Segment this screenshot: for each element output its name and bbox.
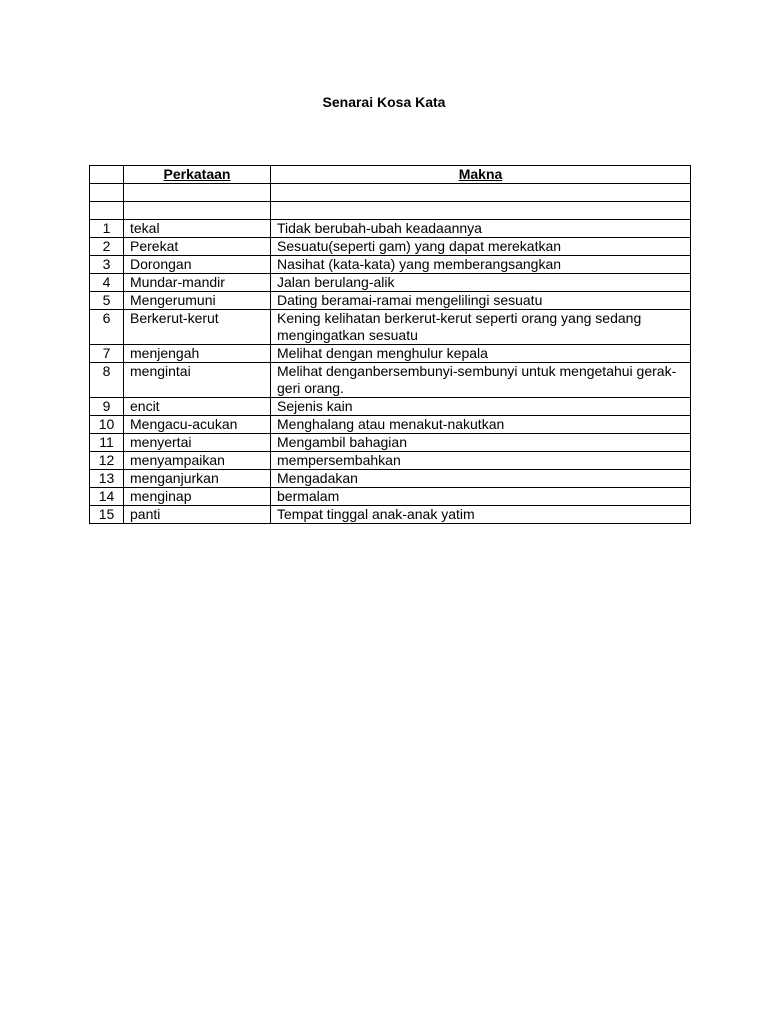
blank-cell [271, 184, 691, 202]
row-number: 15 [90, 506, 124, 524]
blank-row [90, 202, 691, 220]
row-word: menginap [124, 488, 271, 506]
row-meaning: Sejenis kain [271, 398, 691, 416]
row-word: Mengerumuni [124, 292, 271, 310]
row-meaning: Mengadakan [271, 470, 691, 488]
table-row [90, 363, 691, 398]
row-number: 1 [90, 220, 124, 238]
row-word: menganjurkan [124, 470, 271, 488]
blank-cell [90, 184, 124, 202]
blank-cell [271, 202, 691, 220]
row-word: menjengah [124, 345, 271, 363]
blank-cell [90, 202, 124, 220]
row-word: Dorongan [124, 256, 271, 274]
header-number [90, 166, 124, 184]
table-row [90, 256, 691, 274]
row-word: Mundar-mandir [124, 274, 271, 292]
table-row [90, 470, 691, 488]
row-word: panti [124, 506, 271, 524]
table-row [90, 238, 691, 256]
row-meaning: bermalam [271, 488, 691, 506]
row-meaning: Melihat denganbersembunyi-sembunyi untuk mengetahui gerak-geri orang. [271, 363, 691, 398]
row-meaning: Dating beramai-ramai mengelilingi sesuatu [271, 292, 691, 310]
row-number: 6 [90, 310, 124, 345]
table-row [90, 398, 691, 416]
table-header-row [90, 166, 691, 184]
row-meaning: Tempat tinggal anak-anak yatim [271, 506, 691, 524]
row-number: 3 [90, 256, 124, 274]
row-word: tekal [124, 220, 271, 238]
blank-row [90, 184, 691, 202]
row-number: 9 [90, 398, 124, 416]
row-number: 10 [90, 416, 124, 434]
row-meaning: Kening kelihatan berkerut-kerut seperti orang yang sedang mengingatkan sesuatu [271, 310, 691, 345]
row-meaning: Sesuatu(seperti gam) yang dapat merekatkan [271, 238, 691, 256]
row-meaning: Nasihat (kata-kata) yang memberangsangkan [271, 256, 691, 274]
table-row [90, 416, 691, 434]
row-number: 13 [90, 470, 124, 488]
row-number: 11 [90, 434, 124, 452]
row-meaning: Jalan berulang-alik [271, 274, 691, 292]
row-word: menyampaikan [124, 452, 271, 470]
row-word: Mengacu-acukan [124, 416, 271, 434]
table-row [90, 434, 691, 452]
table-row [90, 220, 691, 238]
row-meaning: Mengambil bahagian [271, 434, 691, 452]
row-word: Berkerut-kerut [124, 310, 271, 345]
row-number: 2 [90, 238, 124, 256]
blank-cell [124, 184, 271, 202]
header-makna: Makna [271, 166, 691, 184]
row-word: menyertai [124, 434, 271, 452]
row-word: Perekat [124, 238, 271, 256]
row-meaning: mempersembahkan [271, 452, 691, 470]
row-number: 8 [90, 363, 124, 398]
table-row [90, 488, 691, 506]
row-meaning: Melihat dengan menghulur kepala [271, 345, 691, 363]
row-meaning: Tidak berubah-ubah keadaannya [271, 220, 691, 238]
row-number: 4 [90, 274, 124, 292]
blank-cell [124, 202, 271, 220]
row-number: 12 [90, 452, 124, 470]
row-word: mengintai [124, 363, 271, 398]
table-row [90, 292, 691, 310]
table-row [90, 506, 691, 524]
table-row [90, 345, 691, 363]
row-number: 5 [90, 292, 124, 310]
row-number: 14 [90, 488, 124, 506]
row-number: 7 [90, 345, 124, 363]
table-row [90, 274, 691, 292]
page-title: Senarai Kosa Kata [322, 94, 446, 110]
row-meaning: Menghalang atau menakut-nakutkan [271, 416, 691, 434]
vocabulary-table [89, 165, 691, 524]
header-perkataan: Perkataan [124, 166, 271, 184]
row-word: encit [124, 398, 271, 416]
table-row [90, 310, 691, 345]
table-row [90, 452, 691, 470]
